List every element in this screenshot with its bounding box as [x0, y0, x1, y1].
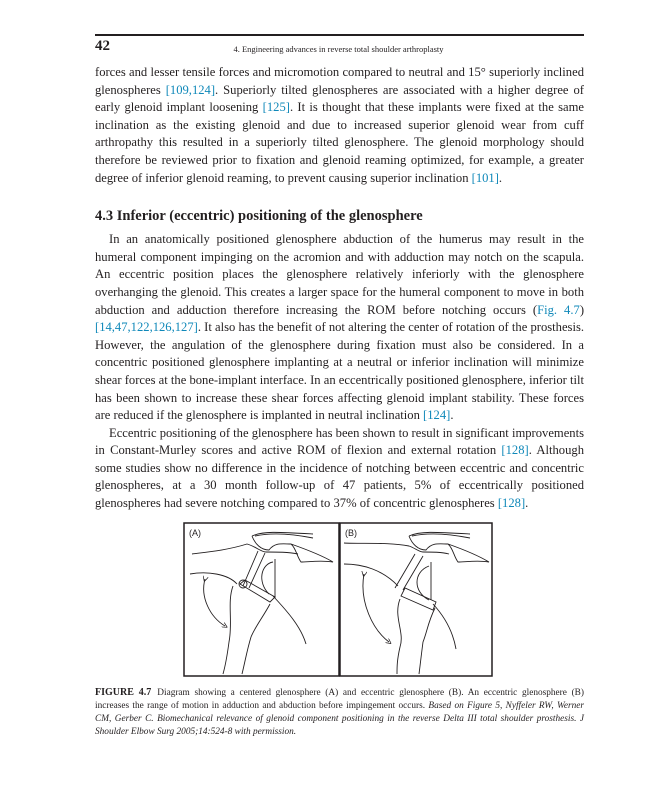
running-head: 4. Engineering advances in reverse total shoulder arthroplasty — [233, 44, 444, 54]
caption-text: Diagram showing a centered glenosphere (A) and eccentric glenosphere (B). An eccentric glenosphere (B) increases the range of motion in adduction and abduction before impingement occurs. — [95, 688, 584, 711]
text: Eccentric positioning of the glenosphere has been shown to result in significant improvements in Constant-Murley scores and active ROM of flexion and external rotation — [95, 425, 584, 458]
panel-a-frame — [184, 523, 339, 676]
page-number: 42 — [95, 38, 110, 54]
text: In an anatomically positioned glenosphere abduction of the humerus may result in the humeral component impinging on the acromion and with adduction may notch on the scapula. An eccentric position places the glenosphere relatively inferiorly with the glenosphere overhanging the glenoid. This creates a larger space for the humeral component to move in both abduction and adduction therefore increasing the ROM before notching occurs ( — [95, 232, 584, 317]
text: . Superiorly tilted glenospheres are associated with a higher degree of early glenoid implant loosening — [95, 82, 584, 115]
panel-a-label: (A) — [189, 528, 201, 538]
text: . — [525, 496, 529, 511]
panel-a-drawing — [190, 532, 333, 674]
text: . — [450, 408, 454, 423]
text: forces and lesser tensile forces and micromotion compared to neutral and 15° superiorly inclined glenospheres — [95, 65, 584, 97]
panel-b-drawing — [344, 532, 489, 674]
figure-link[interactable]: Fig. 4.7 — [537, 302, 580, 317]
citation-link[interactable]: [128] — [501, 443, 529, 458]
panel-b-label: (B) — [345, 528, 357, 538]
caption-source: Based on Figure 5, Nyffeler RW, Werner CM, Gerber C. Biomechanical relevance of glenoid component positioning in the reverse Delta III total shoulder prosthesis. J Shoulder Elbow Surg 2005;14:524-8 with permission. — [95, 701, 584, 737]
citation-link[interactable]: [125] — [262, 100, 290, 115]
text: . — [498, 170, 503, 185]
header-rule — [95, 34, 584, 36]
text: . It also has the benefit of not altering the center of rotation of the prosthesis. However, the angulation of the glenosphere during fixation must also be considered. In a concentric positioned glenosphere implanting at a neutral or inferior inclination will minimize shear forces at the bone-implant interface. In an eccentrically positioned glenosphere, inferior tilt has been shown to increase these shear forces affecting glenoid implant stability. These forces are reduced if the glenosphere is implanted in neutral inclination — [95, 320, 584, 423]
paragraph — [95, 64, 584, 187]
body-text — [95, 64, 584, 513]
figure-caption — [95, 686, 584, 739]
citation-link[interactable]: [101] — [471, 170, 499, 185]
section-heading: 4.3 Inferior (eccentric) positioning of the glenosphere — [95, 208, 423, 225]
citation-link[interactable]: [14,47,122,126,127] — [95, 320, 198, 335]
figure-4-7 — [183, 522, 493, 677]
panel-b-frame — [340, 523, 492, 676]
citation-link[interactable]: [128] — [497, 496, 526, 511]
text: ) — [579, 302, 585, 317]
text: . Although some studies show no difference in the incidence of notching between eccentric and concentric glenospheres, at a 30 month follow-up of 47 patients, 5% of eccentrically positioned glenospheres had severe notching compared to 37% of concentric glenospheres — [95, 443, 584, 511]
text: . It is thought that these implants were fixed at the same inclination as the existing glenoid and due to increased superior glenoid wear from cuff arthropathy this resulted in a superiorly tilted glenosphere. The glenoid morphology should therefore be reviewed prior to fixation and glenoid reaming optimized, for example, a greater degree of inferior glenoid reaming, to prevent causing superior inclination — [95, 100, 584, 185]
citation-link[interactable]: [124] — [423, 408, 451, 423]
citation-link[interactable]: [109,124] — [165, 82, 216, 97]
caption-label: FIGURE 4.7 — [95, 687, 152, 698]
paragraph — [95, 425, 584, 513]
paragraph — [95, 231, 584, 425]
